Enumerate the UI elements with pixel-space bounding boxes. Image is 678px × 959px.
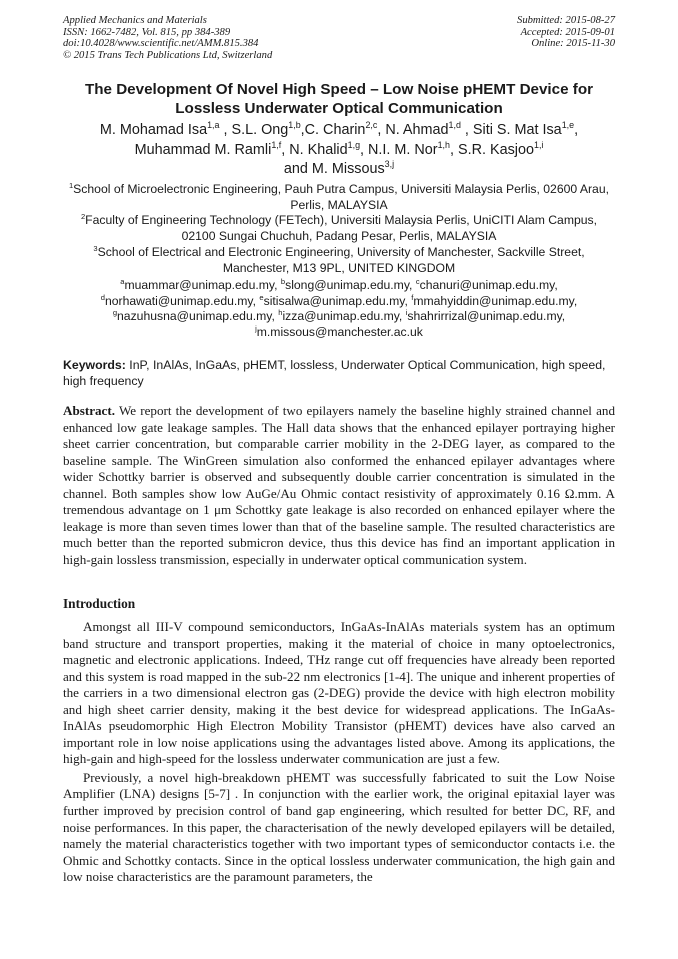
affiliation-3-line-1 (50, 245, 628, 261)
keywords (63, 357, 615, 389)
abstract-label: Abstract. (63, 403, 115, 418)
introduction-heading: Introduction (63, 596, 136, 611)
email-line-1: $^a$muammar@unimap.edu.my, $^b$slong@unimap.edu.my, $^c$chanuri@unimap.edu.my, (120, 276, 558, 292)
affiliation-text: Faculty of Engineering Technology (FETech), Universiti Malaysia Perlis, UniCITI Alam Campus, (85, 213, 598, 228)
accepted-date: Accepted: 2015-09-01 (520, 26, 615, 38)
author-sup: 1,e (561, 120, 575, 131)
email-sup: i (405, 308, 408, 318)
affiliation-text: School of Electrical and Electronic Engineering, University of Manchester, Sackville Street, (97, 244, 585, 259)
keywords-text: InP, InAlAs, InGaAs, pHEMT, lossless, Underwater Optical Communication, high speed, high frequency (63, 358, 606, 388)
email-link[interactable]: chanuri@unimap.edu.my (419, 278, 555, 292)
author-sup: 1,i (533, 139, 544, 150)
email-sup: a (120, 276, 125, 286)
author-line-3 (40, 160, 638, 180)
keywords-label: Keywords: (63, 358, 126, 372)
email-sup: h (278, 308, 283, 318)
issn: ISSN: 1662-7482, Vol. 815, pp 384-389 (63, 26, 231, 38)
title-line-2: Lossless Underwater Optical Communication (175, 100, 503, 117)
online-date: Online: 2015-11-30 (531, 38, 615, 50)
journal-header (63, 15, 272, 61)
email-link[interactable]: norhawati@unimap.edu.my (104, 293, 253, 308)
intro-paragraph-1: Amongst all III-V compound semiconductors, InGaAs-InAlAs materials system has an optimum band structure and transport properties, making it the material of choice in many optoelectronics, magnetic and electronic applications. Indeed, THz range cut off frequencies have already been reported and this system is road mapped in the sub-22 nm electronics [1-4]. The unique and inherent properties of the carriers in a two dimensional electron gas (2-DEG) provide the device with high electron mobility and high sheet carrier density, making it the best device for widespread applications. The InGaAs-InAlAs pseudomorphic High Electron Mobility Transistor (pHEMT) devices have also carved an important role in low noise applications using the advantages listed above. Among its applications, the high-gain and high-speed for the lossless underwater communication are just a few. (63, 619, 615, 767)
affiliation-1-line-1 (50, 182, 628, 198)
email-sup: j (255, 323, 257, 333)
email-link[interactable]: izza@unimap.edu.my (282, 309, 399, 324)
abstract (63, 403, 615, 568)
author-name: C. Charin (304, 122, 366, 138)
dates-header (517, 15, 615, 50)
author-name: N. Khalid (289, 141, 348, 158)
author-sup: 1,b (288, 120, 301, 131)
journal-name: Applied Mechanics and Materials (63, 15, 207, 26)
author-line-1: M. Mohamad Isa$^{1,a}$ , S.L. Ong$^{1,b}$,C. Charin$^{2,c}$, N. Ahmad$^{1,d}$ , Siti S. Mat Isa$^{1,e}$, (99, 120, 579, 138)
email-link[interactable]: shahrirrizal@unimap.edu.my (407, 309, 562, 324)
email-sup: c (415, 276, 420, 286)
email-line-3: $^g$nazuhusna@unimap.edu.my, $^h$izza@unimap.edu.my, $^i$shahrirrizal@unimap.edu.my, (112, 308, 566, 324)
affiliation-sup: 2 (80, 212, 86, 222)
author-sup: 1,d (448, 120, 461, 131)
email-link[interactable]: sitisalwa@unimap.edu.my (263, 293, 405, 308)
author-name: N.I. M. Nor (368, 141, 438, 158)
affiliation-3-line-2: Manchester, M13 9PL, UNITED KINGDOM (222, 260, 456, 275)
author-sup: 1,g (347, 139, 361, 150)
author-name: S.L. Ong (231, 122, 289, 138)
submitted-date: Submitted: 2015-08-27 (517, 15, 615, 26)
author-name: Siti S. Mat Isa (472, 122, 562, 138)
author-name: S.R. Kasjoo (457, 141, 534, 158)
email-link[interactable]: muammar@unimap.edu.my (124, 278, 275, 292)
affiliation-2-line-1 (50, 213, 628, 229)
affiliation-1-line-2: Perlis, MALAYSIA (290, 197, 388, 212)
title-line-1: The Development Of Novel High Speed – Low Noise pHEMT Device for (84, 81, 594, 98)
email-line-4 (50, 325, 628, 341)
abstract-text: We report the development of two epilayers namely the baseline highly strained channel and enhanced low gate leakage samples. The Hall data shows that the enhanced epilayer portraying higher sheet carrier concentration, but comparable carrier mobility in the 2-DEG layer, as compared to the baseline sample. The WinGreen simulation also conformed the enhanced epilayer advantages where wider Schottky barrier is observed and subsequently double carrier concentration is simulated in the channel. Both samples show low AuGe/Au Ohmic contact resistivity of approximately 0.16 Ω.mm. A tremendous advantage on 1 μm Schottky gate leakage is also recorded on enhanced epilayer where the leakage is more than seven times lower than that of the baseline sample. The resulted characteristics are much better than the reported submicron device, thus this device has find an important application in high-gain lossless transmission, especially in underwater optical communication system. (63, 403, 615, 567)
copyright: © 2015 Trans Tech Publications Ltd, Switzerland (63, 49, 273, 61)
author-sup: 1,f (271, 139, 282, 150)
author-name: M. Mohamad Isa (99, 122, 208, 138)
email-sup: b (280, 276, 286, 286)
author-name: Muhammad M. Ramli (134, 141, 272, 158)
email-sup: e (259, 292, 264, 302)
affiliations (50, 182, 628, 276)
author-sup: 1,h (437, 139, 450, 150)
email-link[interactable]: m.missous@manchester.ac.uk (256, 324, 423, 339)
email-link[interactable]: mmahyiddin@unimap.edu.my (413, 293, 574, 308)
author-sup: 3,j (384, 159, 395, 170)
introduction-body (63, 619, 615, 886)
doi: doi:10.4028/www.scientific.net/AMM.815.384 (63, 38, 259, 50)
author-sup: 1,a (207, 120, 220, 131)
email-link[interactable]: nazuhusna@unimap.edu.my (117, 309, 272, 324)
affiliation-sup: 1 (68, 180, 74, 190)
author-name: N. Ahmad (385, 122, 449, 138)
affiliation-sup: 3 (93, 243, 98, 253)
intro-paragraph-2: Previously, a novel high-breakdown pHEMT was successfully fabricated to suit the Low Noise Amplifier (LNA) designs [5-7] . In conjunction with the earlier work, the original epitaxial layer was further improved by precision control of band gap engineering, which resulted for better DC, RF, and noise performances. In this paper, the characterisation of the newly developed epilayers will be detailed, namely the material characteristics together with two important types of semiconductor contacts i.e. the Ohmic and Schottky contacts. Since in the optical lossless underwater communication, the high gain and low noise characteristics are the paramount parameters, the (63, 769, 615, 885)
author-list (40, 121, 638, 180)
paper-title (40, 80, 638, 118)
email-line-2: $^d$norhawati@unimap.edu.my, $^e$sitisalwa@unimap.edu.my, $^f$mmahyiddin@unimap.edu.my, (100, 292, 578, 308)
email-sup: d (100, 292, 105, 302)
affiliation-text: School of Microelectronic Engineering, Pauh Putra Campus, Universiti Malaysia Perlis, 02600 Arau, (73, 182, 610, 196)
email-list (50, 278, 628, 340)
email-sup: f (411, 292, 414, 302)
author-line-2: Muhammad M. Ramli$^{1,f}$, N. Khalid$^{1,g}$, N.I. M. Nor$^{1,h}$, S.R. Kasjoo$^{1,i}$ (134, 139, 544, 158)
author-name: and M. Missous (283, 161, 385, 177)
author-sup: 2,c (365, 120, 378, 131)
email-sup: g (112, 308, 118, 318)
affiliation-2-line-2: 02100 Sungai Chuchuh, Padang Pesar, Perlis, MALAYSIA (181, 229, 497, 244)
email-link[interactable]: slong@unimap.edu.my (285, 278, 410, 292)
